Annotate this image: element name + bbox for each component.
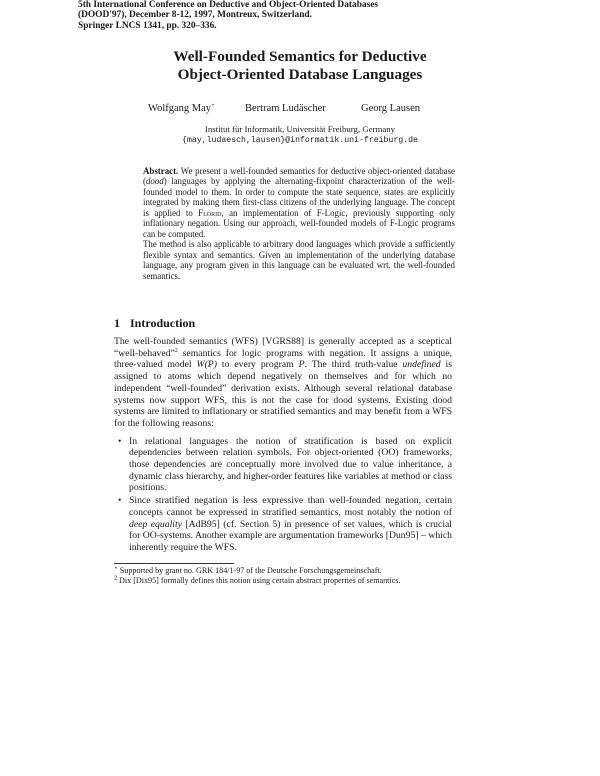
title-line-2: Object-Oriented Database Languages bbox=[177, 66, 423, 83]
affiliation bbox=[110, 124, 490, 146]
author-name: Wolfgang May bbox=[148, 103, 212, 114]
abstract bbox=[143, 166, 455, 281]
author-lausen: Georg Lausen bbox=[361, 103, 420, 114]
term-deep-equality: deep equality bbox=[129, 518, 182, 530]
author-footnote-mark: ⋆ bbox=[211, 102, 215, 109]
intro-text: The well-founded semantics (WFS) [VGRS88] is generally accepted as a sceptical “well-behaved” bbox=[114, 336, 452, 359]
institute: Institut für Informatik, Universität Freiburg, Germany bbox=[204, 124, 396, 134]
reasons-list bbox=[114, 436, 452, 554]
bullet-icon: • bbox=[118, 435, 122, 447]
intro-text: is assigned to atoms which depend negatively on themselves and for which no independent “well-founded” derivation exists. Although several relational database systems now support WFS, this is not the case for dood systems. Existing dood systems are limited to inflationary or stratified semantics and may benefit from a WFS for the following reasons: bbox=[114, 359, 453, 429]
math-model: W(P) bbox=[196, 359, 217, 371]
section-number: 1 bbox=[114, 316, 120, 330]
footnote-mark: 2 bbox=[114, 574, 117, 581]
list-item-text: [AdB95] (cf. Section 5) in presence of set values, which is crucial for OO-systems. Another example are argumentation frameworks [Dun95] – which inherently require the WFS. bbox=[129, 518, 452, 553]
header-line-2: (DOOD'97), December 8-12, 1997, Montreux, Switzerland. bbox=[78, 10, 312, 21]
author-may bbox=[148, 103, 215, 114]
list-item bbox=[114, 495, 452, 554]
section-heading bbox=[114, 316, 195, 331]
author-ludaescher: Bertram Ludäscher bbox=[245, 103, 326, 114]
abstract-text: ) languages by applying the alternating-fixpoint characterization of the well-founded model to them. In order to compute the state sequence, states are explicitly integrated by making them first-class citizens of the underlying language. The concept is applied to bbox=[143, 176, 455, 218]
footnote-ref: 2 bbox=[174, 347, 178, 354]
list-item bbox=[114, 436, 452, 495]
paper-title bbox=[100, 48, 500, 84]
abstract-text: We present a well-founded semantics for deductive object-oriented database ( bbox=[143, 166, 455, 187]
bullet-icon: • bbox=[118, 495, 122, 507]
body-text bbox=[114, 336, 452, 555]
footnote-mark: ⋆ bbox=[114, 565, 118, 572]
abstract-paragraph-2: The method is also applicable to arbitrary dood languages which provide a sufficiently flexible syntax and semantics. Given an implementation of the underlying database language, any program given in this language can be evaluated wrt. the well-founded semantics. bbox=[143, 239, 455, 281]
intro-text: semantics for logic programs with negation. It assigns a unique, three-valued model bbox=[114, 347, 452, 371]
footnotes bbox=[114, 566, 452, 585]
conference-header bbox=[78, 0, 518, 31]
header-line-3: Springer LNCS 1341, pp. 320–336. bbox=[78, 20, 217, 31]
abstract-text: , an implementation of F-Logic, previously supporting only inflationary negation. Using our approach, well-founded models of F-Logic programs can be computed. bbox=[143, 207, 455, 239]
title-line-1: Well-Founded Semantics for Deductive bbox=[173, 48, 427, 65]
section-title: Introduction bbox=[130, 316, 196, 330]
footnote-2 bbox=[114, 576, 452, 586]
intro-text: . The third truth-value bbox=[304, 359, 403, 371]
math-program: P bbox=[298, 359, 305, 371]
abstract-paragraph-1 bbox=[143, 166, 455, 239]
header-line-1: 5th International Conference on Deductive and Object-Oriented Databases bbox=[78, 0, 379, 10]
abstract-term: dood bbox=[145, 176, 164, 187]
abstract-label: Abstract. bbox=[143, 166, 179, 176]
footnote-text: Dix [Dix95] formally defines this notion using certain abstract properties of semantics. bbox=[119, 575, 401, 585]
intro-text: to every program bbox=[216, 359, 299, 371]
list-item-text: Since stratified negation is less expressive than well-founded negation, certain concepts cannot be expressed in stratified semantics, most notably the notion of bbox=[129, 495, 452, 518]
footnote-1 bbox=[114, 566, 452, 576]
florid-name: Florid bbox=[198, 207, 222, 218]
footnote-text: Supported by grant no. GRK 184/1-97 of the Deutsche Forschungsgemeinschaft. bbox=[119, 566, 382, 575]
intro-paragraph bbox=[114, 336, 452, 430]
footnote-rule bbox=[114, 563, 234, 564]
list-item-text: In relational languages the notion of stratification is based on explicit dependencies between relation symbols. For object-oriented (OO) frameworks, those dependencies are conceptually more involved due to value inheritance, a dynamic class hierarchy, and higher-order features like variables at method or class positions. bbox=[129, 435, 452, 494]
email-addresses: {may,ludaesch,lausen}@informatik.uni-freiburg.de bbox=[182, 136, 418, 145]
term-undefined: undefined bbox=[402, 359, 441, 371]
